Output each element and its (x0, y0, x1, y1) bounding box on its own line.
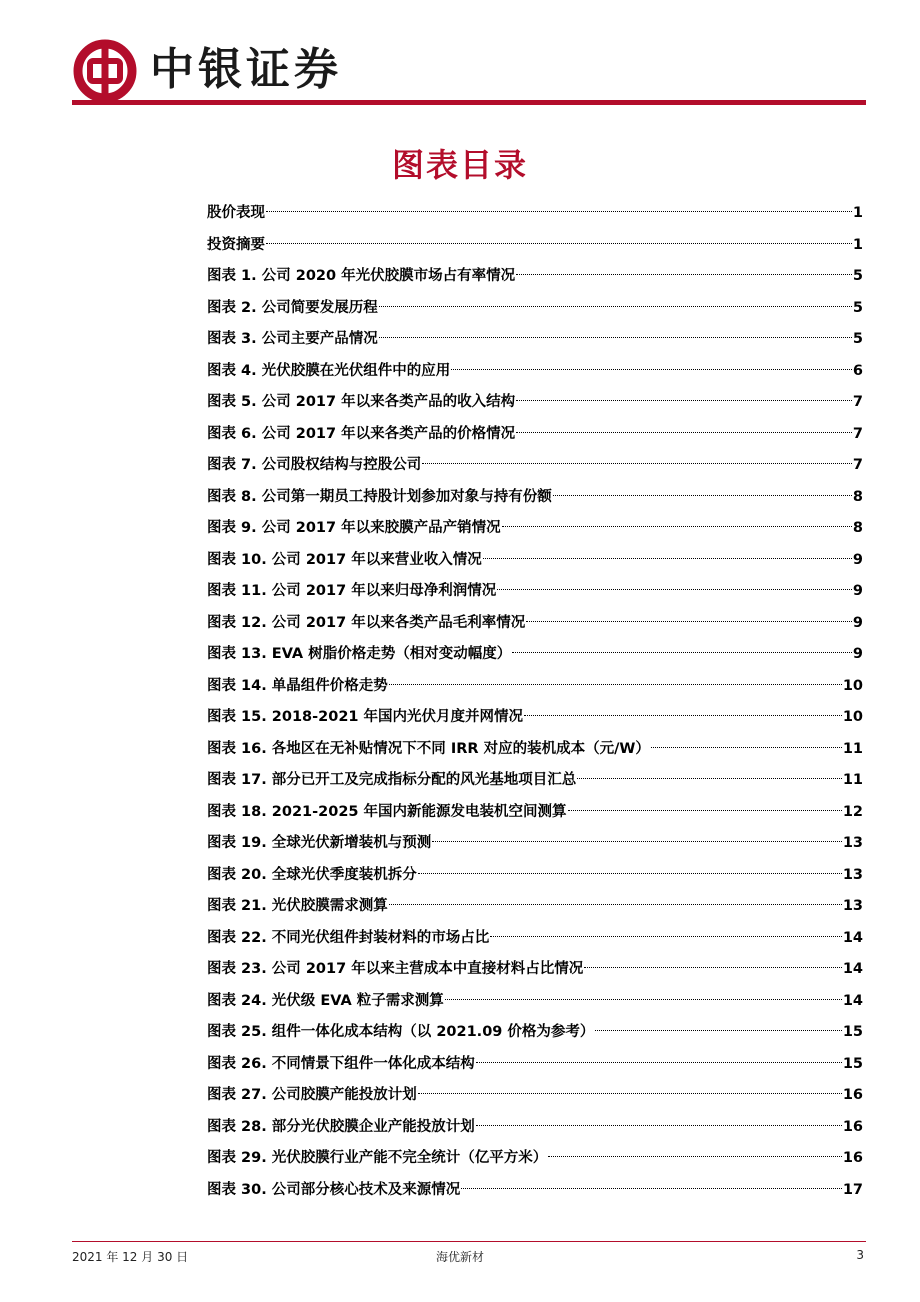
toc-entry[interactable] (207, 230, 863, 262)
toc-dot-leader (516, 273, 852, 275)
toc-dot-leader (490, 935, 842, 937)
toc-entry-label: 图表 11. 公司 2017 年以来归母净利润情况 (207, 583, 497, 599)
brand-name: 中银证券 (150, 44, 342, 95)
toc-dot-leader (379, 305, 852, 307)
toc-entry-page: 15 (842, 1055, 863, 1072)
toc-entry[interactable] (207, 608, 863, 640)
toc-entry[interactable] (207, 891, 863, 923)
toc-entry-label: 图表 7. 公司股权结构与控股公司 (207, 457, 422, 473)
footer-date: 2021 年 12 月 30 日 (72, 1250, 189, 1264)
toc-entry[interactable] (207, 1080, 863, 1112)
toc-entry[interactable] (207, 293, 863, 325)
toc-entry-page: 6 (852, 362, 863, 379)
toc-dot-leader (524, 714, 842, 716)
toc-entry[interactable] (207, 1143, 863, 1175)
page-title: 图表目录 (391, 146, 528, 184)
toc-entry[interactable] (207, 450, 863, 482)
toc-entry[interactable] (207, 356, 863, 388)
toc-entry[interactable] (207, 261, 863, 293)
toc-entry[interactable] (207, 1017, 863, 1049)
toc-entry-label: 图表 15. 2018-2021 年国内光伏月度并网情况 (207, 709, 524, 725)
toc-dot-leader (389, 903, 842, 905)
toc-entry-label: 图表 6. 公司 2017 年以来各类产品的价格情况 (207, 425, 516, 442)
toc-entry[interactable] (207, 419, 863, 451)
toc-entry-label: 图表 19. 全球光伏新增装机与预测 (207, 835, 432, 851)
toc-entry-label: 图表 8. 公司第一期员工持股计划参加对象与持有份额 (207, 488, 552, 505)
toc-dot-leader (595, 1029, 841, 1031)
header-divider (72, 100, 866, 105)
toc-entry-page: 9 (852, 551, 863, 568)
toc-entry-page: 17 (842, 1181, 863, 1198)
toc-entry-page: 14 (842, 961, 863, 977)
toc-entry-label: 图表 22. 不同光伏组件封装材料的市场占比 (207, 929, 490, 946)
toc-entry-page: 1 (852, 205, 863, 221)
toc-entry-label: 图表 26. 不同情景下组件一体化成本结构 (207, 1055, 475, 1072)
toc-entry[interactable] (207, 986, 863, 1018)
toc-entry-label: 图表 17. 部分已开工及完成指标分配的风光基地项目汇总 (207, 772, 577, 788)
toc-entry[interactable] (207, 387, 863, 419)
toc-entry-page: 14 (842, 992, 863, 1009)
toc-dot-leader (418, 872, 842, 874)
toc-entry[interactable] (207, 954, 863, 986)
toc-entry[interactable] (207, 765, 863, 797)
toc-entry-page: 13 (842, 898, 863, 914)
toc-entry-page: 12 (842, 803, 863, 820)
toc-dot-leader (476, 1061, 842, 1063)
toc-entry-page: 7 (852, 425, 863, 442)
toc-entry[interactable] (207, 671, 863, 703)
toc-entry[interactable] (207, 639, 863, 671)
toc-entry-page: 1 (852, 236, 863, 253)
footer-divider (72, 1241, 866, 1242)
toc-dot-leader (584, 966, 842, 968)
toc-entry-label: 图表 16. 各地区在无补贴情况下不同 IRR 对应的装机成本（元/W） (207, 740, 650, 757)
toc-dot-leader (502, 525, 852, 527)
toc-entry-label: 图表 27. 公司胶膜产能投放计划 (207, 1087, 417, 1103)
toc-dot-leader (379, 336, 852, 338)
toc-entry-label: 图表 21. 光伏胶膜需求测算 (207, 898, 388, 914)
toc-dot-leader (389, 683, 842, 685)
toc-entry-page: 7 (852, 457, 863, 473)
toc-entry-page: 16 (842, 1087, 863, 1103)
toc-dot-leader (516, 399, 852, 401)
toc-entry-page: 5 (852, 331, 863, 347)
toc-entry-label: 图表 3. 公司主要产品情况 (207, 331, 378, 347)
toc-dot-leader (651, 746, 842, 748)
toc-entry[interactable] (207, 545, 863, 577)
toc-entry-page: 5 (852, 268, 863, 284)
toc-entry[interactable] (207, 797, 863, 829)
toc-entry-page: 10 (842, 677, 863, 694)
toc-entry-label: 图表 9. 公司 2017 年以来胶膜产品产销情况 (207, 520, 501, 536)
toc-entry-page: 16 (842, 1150, 863, 1166)
table-of-figures (207, 198, 863, 1206)
toc-dot-leader (553, 494, 852, 496)
toc-entry-page: 10 (842, 709, 863, 725)
toc-entry-label: 图表 29. 光伏胶膜行业产能不完全统计（亿平方米） (207, 1150, 548, 1166)
toc-entry-page: 13 (842, 866, 863, 883)
toc-entry-page: 13 (842, 835, 863, 851)
toc-dot-leader (266, 242, 852, 244)
footer-company: 海优新材 (435, 1250, 484, 1264)
toc-entry-label: 图表 1. 公司 2020 年光伏胶膜市场占有率情况 (207, 268, 516, 284)
toc-entry[interactable] (207, 734, 863, 766)
toc-entry-label: 图表 14. 单晶组件价格走势 (207, 677, 388, 694)
toc-entry-page: 5 (852, 299, 863, 316)
toc-entry-label: 图表 28. 部分光伏胶膜企业产能投放计划 (207, 1118, 475, 1135)
toc-entry[interactable] (207, 324, 863, 356)
toc-dot-leader (568, 809, 842, 811)
toc-dot-leader (577, 777, 842, 779)
toc-dot-leader (451, 368, 852, 370)
toc-dot-leader (497, 588, 852, 590)
toc-entry[interactable] (207, 198, 863, 230)
toc-entry[interactable] (207, 1112, 863, 1144)
toc-entry-label: 投资摘要 (207, 236, 265, 253)
toc-dot-leader (476, 1124, 842, 1126)
toc-entry-page: 9 (852, 583, 863, 599)
toc-entry-page: 16 (842, 1118, 863, 1135)
toc-entry[interactable] (207, 1175, 863, 1207)
toc-entry[interactable] (207, 860, 863, 892)
toc-entry-page: 8 (852, 520, 863, 536)
toc-entry-page: 9 (852, 646, 863, 662)
toc-entry[interactable] (207, 576, 863, 608)
toc-entry-label: 图表 30. 公司部分核心技术及来源情况 (207, 1181, 461, 1198)
toc-dot-leader (422, 462, 852, 464)
toc-entry-label: 图表 18. 2021-2025 年国内新能源发电装机空间测算 (207, 803, 567, 820)
toc-dot-leader (512, 651, 852, 653)
toc-entry[interactable] (207, 513, 863, 545)
toc-entry[interactable] (207, 828, 863, 860)
toc-dot-leader (548, 1155, 842, 1157)
toc-entry[interactable] (207, 923, 863, 955)
toc-entry-page: 8 (852, 488, 863, 505)
toc-entry-label: 图表 5. 公司 2017 年以来各类产品的收入结构 (207, 394, 516, 410)
toc-entry-label: 图表 4. 光伏胶膜在光伏组件中的应用 (207, 362, 451, 379)
footer-page-number: 3 (856, 1248, 864, 1262)
toc-entry-page: 11 (842, 772, 863, 788)
toc-entry-label: 图表 24. 光伏级 EVA 粒子需求测算 (207, 992, 444, 1009)
toc-dot-leader (526, 620, 852, 622)
toc-entry-page: 11 (842, 740, 863, 757)
toc-entry[interactable] (207, 1049, 863, 1081)
toc-entry[interactable] (207, 702, 863, 734)
bank-of-china-logo (72, 38, 138, 104)
toc-entry-label: 图表 13. EVA 树脂价格走势（相对变动幅度） (207, 646, 512, 662)
toc-dot-leader (445, 998, 842, 1000)
toc-entry-label: 图表 10. 公司 2017 年以来营业收入情况 (207, 551, 482, 568)
toc-dot-leader (483, 557, 852, 559)
toc-dot-leader (266, 210, 852, 212)
toc-entry[interactable] (207, 482, 863, 514)
toc-entry-page: 7 (852, 394, 863, 410)
toc-entry-page: 14 (842, 929, 863, 946)
toc-dot-leader (516, 431, 852, 433)
toc-entry-label: 图表 12. 公司 2017 年以来各类产品毛利率情况 (207, 614, 526, 631)
toc-dot-leader (432, 840, 842, 842)
toc-entry-label: 图表 23. 公司 2017 年以来主营成本中直接材料占比情况 (207, 961, 584, 977)
toc-dot-leader (418, 1092, 842, 1094)
toc-entry-page: 15 (842, 1024, 863, 1040)
toc-entry-page: 9 (852, 614, 863, 631)
toc-entry-label: 图表 2. 公司简要发展历程 (207, 299, 378, 316)
toc-entry-label: 图表 25. 组件一体化成本结构（以 2021.09 价格为参考） (207, 1024, 595, 1040)
toc-entry-label: 图表 20. 全球光伏季度装机拆分 (207, 866, 417, 883)
toc-dot-leader (461, 1187, 842, 1189)
toc-entry-label: 股价表现 (207, 205, 265, 221)
